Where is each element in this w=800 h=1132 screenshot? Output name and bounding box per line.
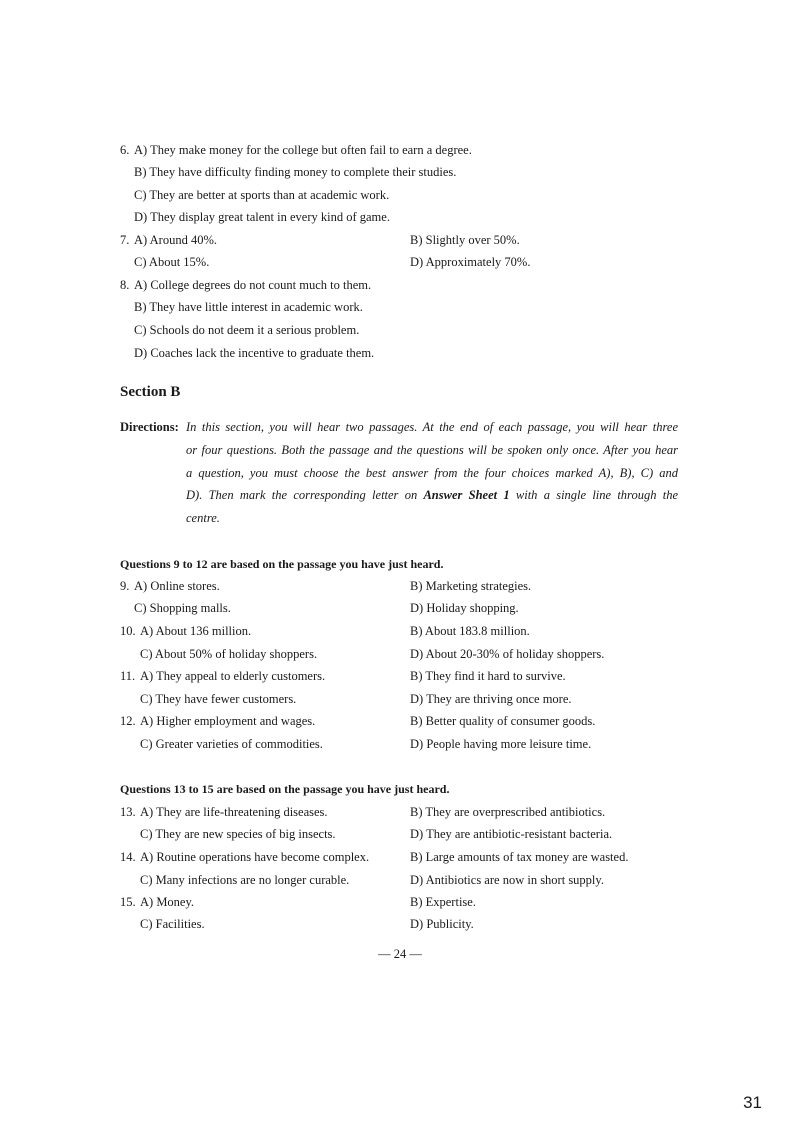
question-number: 10.	[120, 624, 136, 638]
option-a: A) College degrees do not count much to them.	[134, 278, 372, 292]
corner-page-number: 31	[743, 1093, 762, 1112]
option-c: C) Shopping malls.	[134, 601, 231, 615]
option-d: D) They are thriving once more.	[410, 692, 572, 706]
option-b: B) Expertise.	[410, 895, 476, 909]
option-d: D) Antibiotics are now in short supply.	[410, 873, 604, 887]
question-number: 15.	[120, 895, 136, 909]
option-c: C) About 15%.	[134, 255, 210, 269]
option-c: C) Facilities.	[140, 917, 205, 931]
directions-text: D). Then mark the corresponding letter on	[186, 488, 418, 502]
directions-label: Directions:	[120, 420, 179, 434]
page-number: — 24 —	[378, 947, 422, 961]
option-a: A) Routine operations have become complex.	[140, 850, 370, 864]
option-b: B) They are overprescribed antibiotics.	[410, 805, 606, 819]
option-c: C) Schools do not deem it a serious problem.	[134, 323, 360, 337]
option-a: A) About 136 million.	[140, 624, 252, 638]
option-a: A) Money.	[140, 895, 195, 909]
directions-line	[186, 487, 678, 503]
group-heading: Questions 13 to 15 are based on the passage you have just heard.	[120, 782, 450, 796]
question-number: 7.	[120, 233, 130, 247]
option-a: A) Higher employment and wages.	[140, 714, 316, 728]
option-c: C) They are new species of big insects.	[140, 827, 336, 841]
option-c: C) Many infections are no longer curable.	[140, 873, 350, 887]
directions-text: with a single line through the	[515, 488, 678, 502]
directions-line: In this section, you will hear two passages. At the end of each passage, you will hear three	[186, 420, 678, 434]
question-number: 14.	[120, 850, 136, 864]
directions-line: a question, you must choose the best answer from the four choices marked A), B), C) and	[186, 466, 678, 480]
option-b: B) Marketing strategies.	[410, 579, 532, 593]
option-a: A) They are life-threatening diseases.	[140, 805, 328, 819]
question-number: 8.	[120, 278, 130, 292]
option-c: C) About 50% of holiday shoppers.	[140, 647, 318, 661]
option-c: C) They are better at sports than at academic work.	[134, 188, 390, 202]
option-a: A) Around 40%.	[134, 233, 217, 247]
option-d: D) Coaches lack the incentive to graduate them.	[134, 346, 375, 360]
answer-sheet-label: Answer Sheet 1	[423, 488, 510, 502]
option-d: D) Approximately 70%.	[410, 255, 531, 269]
option-a: A) Online stores.	[134, 579, 220, 593]
option-d: D) They are antibiotic-resistant bacteria.	[410, 827, 613, 841]
question-number: 6.	[120, 143, 130, 157]
option-b: B) About 183.8 million.	[410, 624, 530, 638]
option-a: A) They appeal to elderly customers.	[140, 669, 326, 683]
question-number: 9.	[120, 579, 130, 593]
question-number: 12.	[120, 714, 136, 728]
option-d: D) Holiday shopping.	[410, 601, 519, 615]
option-d: D) They display great talent in every kind of game.	[134, 210, 390, 224]
directions-line: or four questions. Both the passage and the questions will be spoken only once. After you hear	[186, 443, 678, 457]
option-a: A) They make money for the college but often fail to earn a degree.	[134, 143, 472, 157]
option-d: D) People having more leisure time.	[410, 737, 592, 751]
option-b: B) They have little interest in academic work.	[134, 300, 363, 314]
question-number: 11.	[120, 669, 136, 683]
option-d: D) Publicity.	[410, 917, 474, 931]
option-b: B) Better quality of consumer goods.	[410, 714, 596, 728]
option-b: B) Large amounts of tax money are wasted.	[410, 850, 629, 864]
option-b: B) They find it hard to survive.	[410, 669, 566, 683]
option-d: D) About 20-30% of holiday shoppers.	[410, 647, 605, 661]
option-c: C) They have fewer customers.	[140, 692, 297, 706]
option-c: C) Greater varieties of commodities.	[140, 737, 323, 751]
option-b: B) They have difficulty finding money to complete their studies.	[134, 165, 457, 179]
directions-line: centre.	[186, 511, 220, 525]
option-b: B) Slightly over 50%.	[410, 233, 520, 247]
group-heading: Questions 9 to 12 are based on the passage you have just heard.	[120, 557, 444, 571]
section-title: Section B	[120, 384, 181, 400]
question-number: 13.	[120, 805, 136, 819]
